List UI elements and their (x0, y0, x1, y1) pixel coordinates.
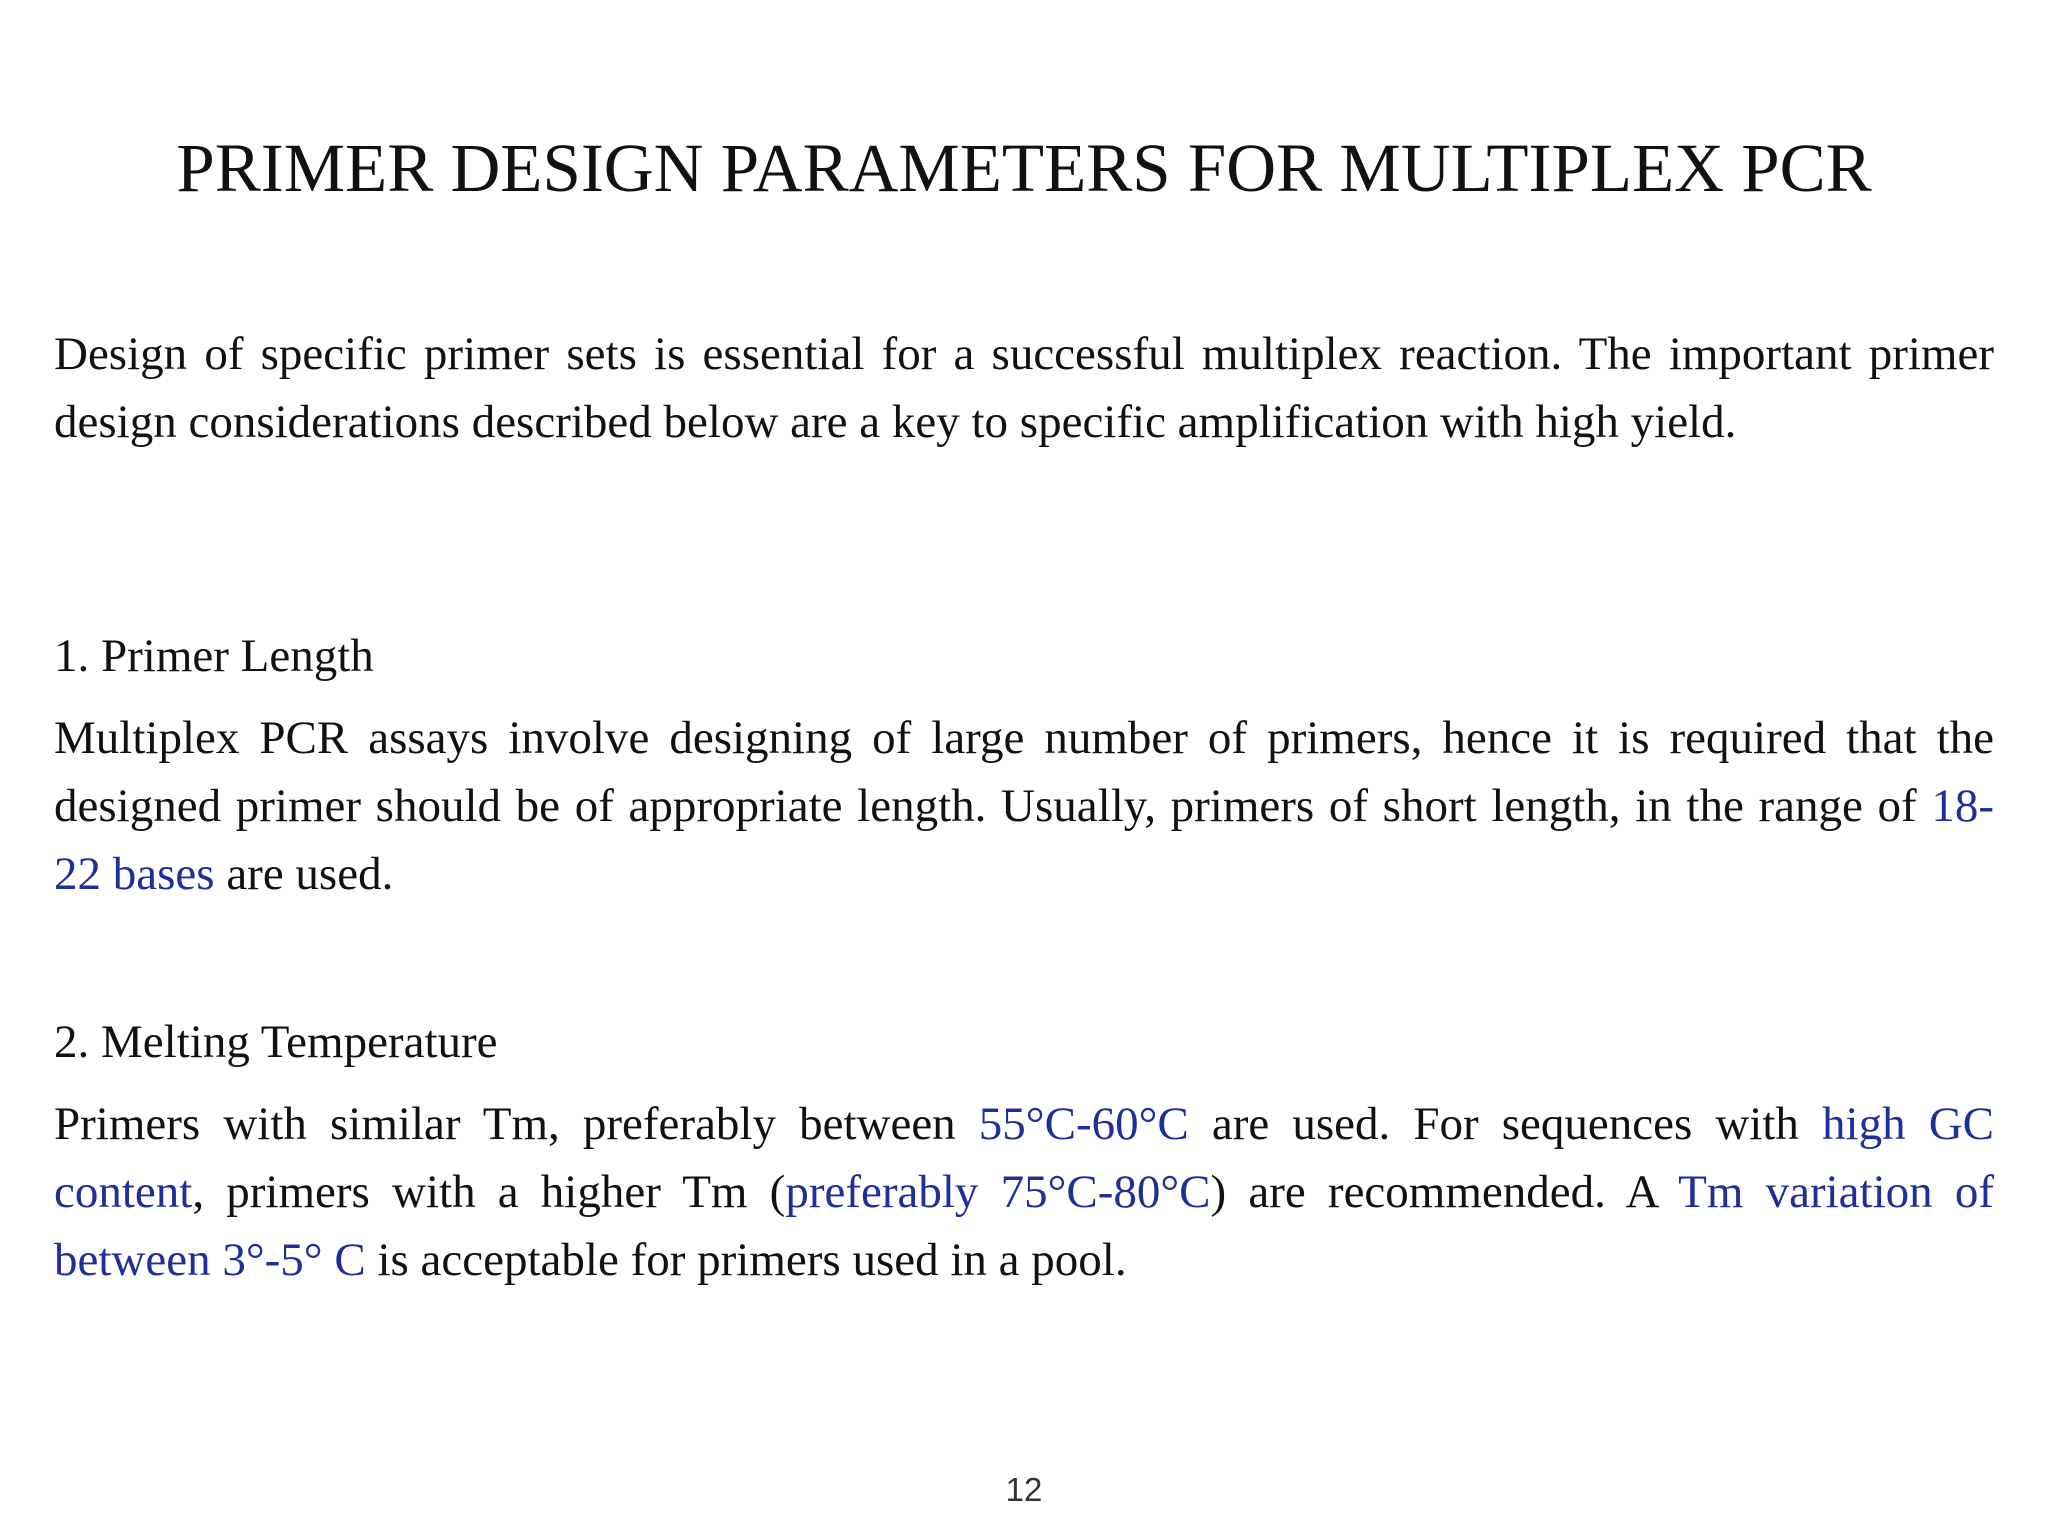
melting-temperature-paragraph (54, 1090, 1994, 1294)
primer-length-paragraph (54, 704, 1994, 908)
highlight-high-gc: high GC content (54, 1098, 1995, 1218)
primer-length-text-end: are used. (214, 848, 394, 900)
melting-text-1: Primers with similar Tm, preferably between (54, 1098, 979, 1150)
highlight-tm-range: 55°C-60°C (978, 1098, 1189, 1150)
page-number: 12 (1005, 1471, 1043, 1508)
highlight-base-range: 18-22 bases (54, 780, 1994, 900)
primer-length-text: Multiplex PCR assays involve designing of large number of primers, hence it is required that the designed primer should be of appropriate length. Usually, primers of short length, in the range of (54, 712, 1994, 832)
melting-text-4: ) are recommended. A (1210, 1166, 1679, 1218)
section-heading-melting-temperature: 2. Melting Temperature (54, 1016, 498, 1068)
melting-text-5: is acceptable for primers used in a pool. (365, 1234, 1127, 1286)
highlight-higher-tm: preferably 75°C-80°C (785, 1166, 1211, 1218)
slide-title: PRIMER DESIGN PARAMETERS FOR MULTIPLEX PCR (176, 130, 1872, 206)
intro-paragraph: Design of specific primer sets is essential for a successful multiplex reaction. The important primer design considerations described below are a key to specific amplification with high yield. (54, 328, 1994, 448)
highlight-tm-variation: Tm variation of between 3°-5° C (54, 1166, 1994, 1286)
section-heading-primer-length: 1. Primer Length (54, 630, 374, 682)
melting-text-2: are used. For sequences with (1188, 1098, 1823, 1150)
melting-text-3: , primers with a higher Tm ( (192, 1166, 786, 1218)
